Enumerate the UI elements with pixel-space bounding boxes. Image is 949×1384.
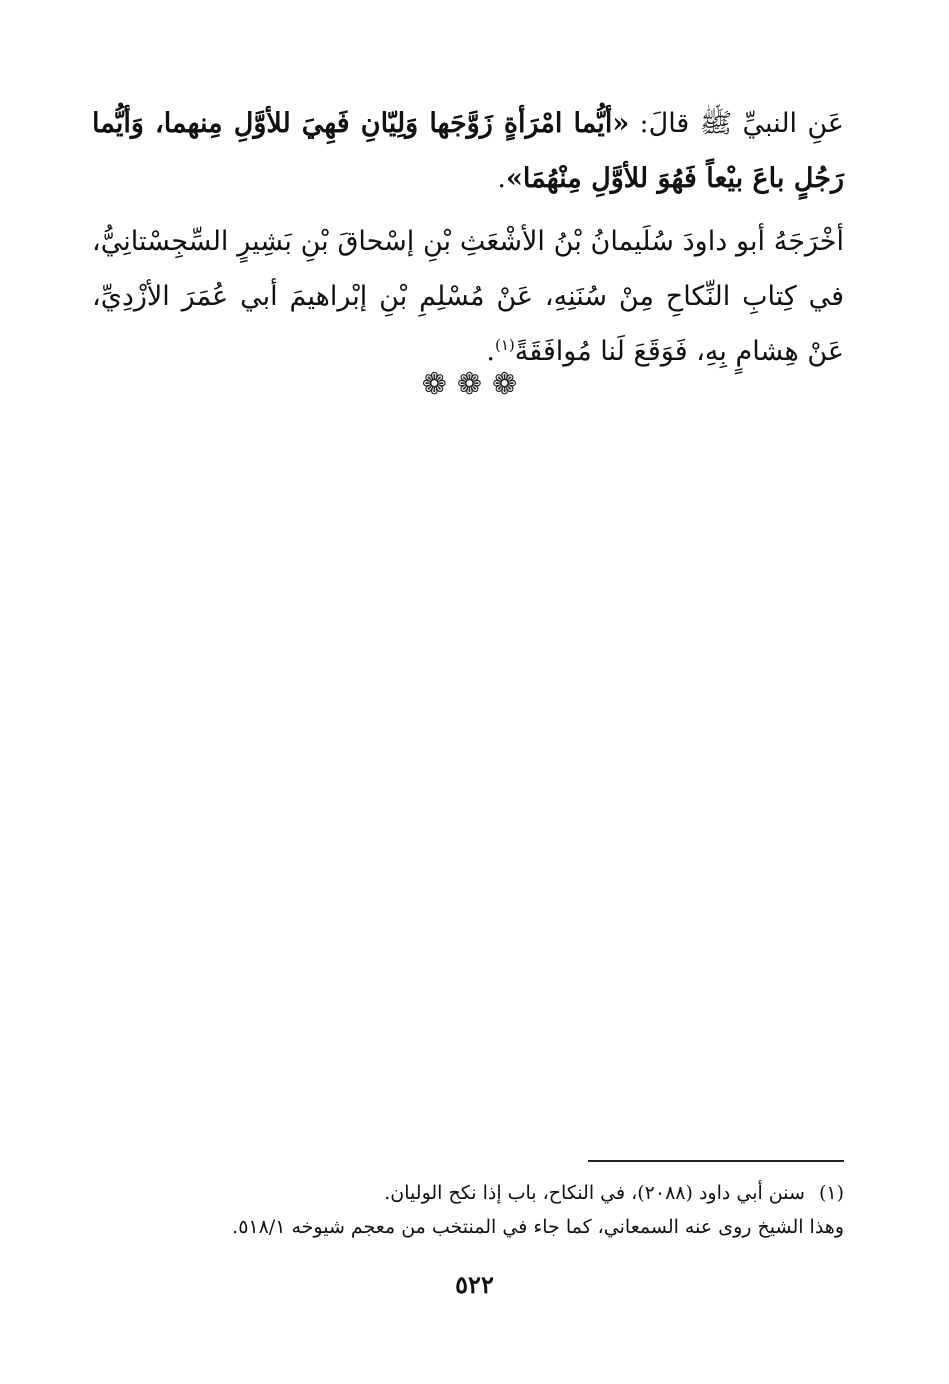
footnote-text-2: وهذا الشيخ روى عنه السمعاني، كما جاء في المنتخب من معجم شيوخه ٥١٨/١. [232, 1216, 844, 1238]
takhrij-end: . [486, 336, 495, 367]
page-number: ٥٢٢ [455, 1270, 494, 1299]
footnote-text-1: سنن أبي داود (٢٠٨٨)، في النكاح، باب إذا نكح الوليان. [384, 1182, 805, 1204]
footnote-separator [588, 1160, 844, 1162]
footnotes [120, 1176, 844, 1244]
hadith-end: . [497, 163, 506, 194]
hadith-quote: «أيُّما امْرَأةٍ زَوَّجَها وَلِيّانِ فَهِيَ للأوَّلِ مِنهما، وَأيُّما رَجُلٍ باعَ بيْعاً فَهُوَ للأوَّلِ مِنْهُمَا» [92, 108, 844, 194]
footnote-reference: (١) [494, 336, 515, 354]
hadith-intro: عَنِ النبيِّ ﷺ قالَ: [629, 108, 844, 139]
footnote-number: (١) [818, 1182, 844, 1204]
takhrij-text: أخْرَجَهُ أبو داودَ سُلَيمانُ بْنُ الأشْعَثِ بْنِ إسْحاقَ بْنِ بَشِيرٍ السِّجِسْتانِيُّ، في كِتابِ النِّكاحِ مِنْ سُنَنِهِ، عَنْ مُسْلِمِ بْنِ إبْراهيمَ أبي عُمَرَ الأزْدِيِّ، عَنْ هِشامٍ بِهِ، فَوَقَعَ لَنا مُوافَقَةً [92, 226, 844, 367]
main-text [92, 96, 844, 387]
takhrij-paragraph [92, 214, 844, 379]
footnote-line-1 [120, 1176, 844, 1210]
hadith-paragraph [92, 96, 844, 206]
section-divider-ornaments: ❁❁❁ [421, 367, 528, 402]
footnote-line-2 [120, 1210, 844, 1244]
